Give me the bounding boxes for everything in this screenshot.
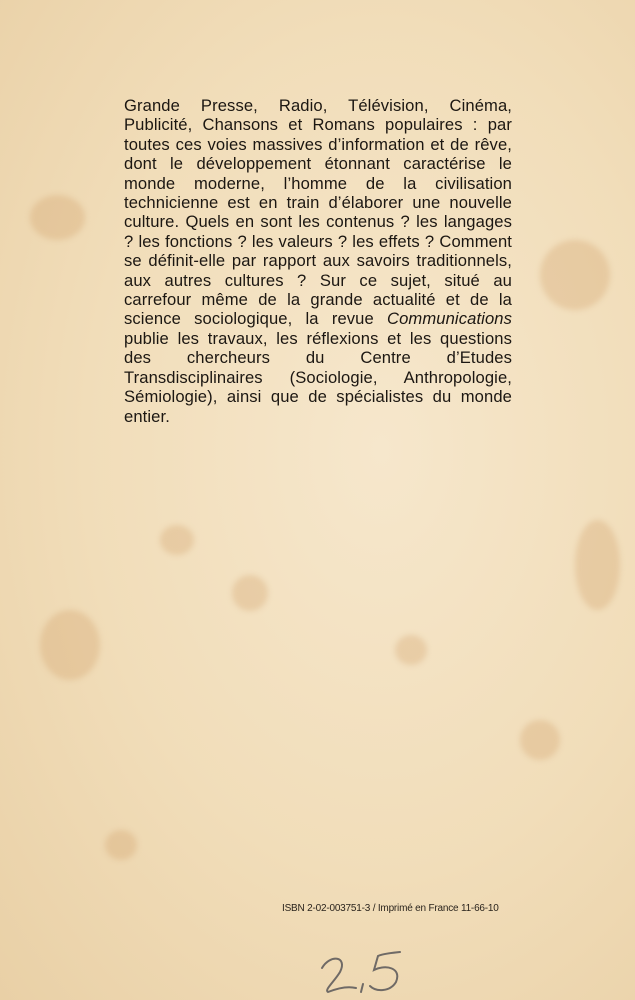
foxing-stain bbox=[540, 240, 610, 310]
handwritten-price-mark bbox=[316, 946, 416, 998]
foxing-stain bbox=[232, 575, 268, 611]
foxing-stain bbox=[30, 195, 85, 240]
isbn-imprint-line: ISBN 2-02-003751-3 / Imprimé en France 11-66-10 bbox=[282, 903, 499, 914]
foxing-stain bbox=[395, 635, 427, 665]
foxing-stain bbox=[40, 610, 100, 680]
back-cover-blurb bbox=[124, 96, 512, 426]
foxing-stain bbox=[575, 520, 620, 610]
foxing-stain bbox=[520, 720, 560, 760]
foxing-stain bbox=[160, 525, 194, 555]
blurb-text-start: Grande Presse, Radio, Télévision, Cinéma, Publicité, Chansons et Romans populaires : par toutes ces voies massives d’information et de rêve, dont le développement étonnant caractérise le monde moderne, l’homme de la civilisation technicienne est en train d’élaborer une nouvelle culture. Quels en sont les contenus ? les langages ? les fonctions ? les valeurs ? les effets ? Comment se définit-elle par rapport aux savoirs traditionnels, aux autres cultures ? Sur ce sujet, situé au carrefour même de la grande actualité et de la science sociologique, la revue bbox=[124, 96, 512, 329]
foxing-stain bbox=[105, 830, 137, 860]
journal-title: Communications bbox=[387, 309, 512, 329]
blurb-text-end: publie les travaux, les réflexions et les questions des chercheurs du Centre d’Etudes Transdisciplinaires (Sociologie, Anthropologie, Sémiologie), ainsi que de spécialistes du monde entier. bbox=[124, 328, 512, 426]
